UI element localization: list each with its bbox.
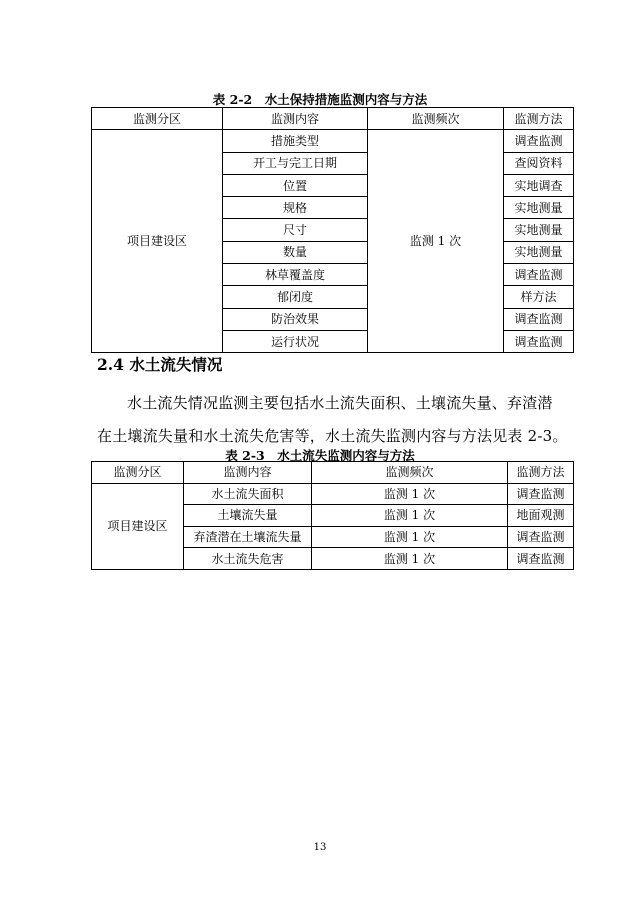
paragraph-line-1: 水土流失情况监测主要包括水土流失面积、土壤流失量、弃渣潜 — [127, 394, 553, 412]
content-cell: 开工与完工日期 — [223, 152, 368, 174]
frequency-cell: 监测 1 次 — [312, 548, 508, 570]
content-cell: 郁闭度 — [223, 286, 368, 308]
header-frequency: 监测频次 — [312, 462, 508, 484]
method-cell: 实地测量 — [504, 241, 574, 263]
frequency-cell: 监测 1 次 — [312, 505, 508, 527]
content-cell: 水土流失面积 — [184, 483, 312, 505]
frequency-cell: 监测 1 次 — [368, 130, 504, 353]
measures-monitoring-table — [91, 107, 574, 353]
method-cell: 调查监测 — [504, 330, 574, 352]
content-cell: 措施类型 — [223, 130, 368, 152]
zone-cell: 项目建设区 — [92, 483, 184, 569]
section-heading: 2.4 水土流失情况 — [97, 355, 223, 374]
method-cell: 调查监测 — [508, 548, 574, 570]
soil-erosion-monitoring-table — [91, 461, 574, 570]
method-cell: 调查监测 — [504, 308, 574, 330]
method-cell: 调查监测 — [504, 264, 574, 286]
table-row — [92, 483, 574, 505]
content-cell: 运行状况 — [223, 330, 368, 352]
content-cell: 尺寸 — [223, 219, 368, 241]
header-method: 监测方法 — [508, 462, 574, 484]
table-header-row — [92, 462, 574, 484]
content-cell: 防治效果 — [223, 308, 368, 330]
paragraph-line-2: 在土壤流失量和水土流失危害等，水土流失监测内容与方法见表 2-3。 — [97, 427, 568, 445]
page-number: 13 — [313, 842, 327, 853]
header-content: 监测内容 — [223, 108, 368, 130]
content-cell: 林草覆盖度 — [223, 264, 368, 286]
method-cell: 调查监测 — [508, 526, 574, 548]
content-cell: 规格 — [223, 197, 368, 219]
content-cell: 位置 — [223, 174, 368, 196]
header-content: 监测内容 — [184, 462, 312, 484]
frequency-cell: 监测 1 次 — [312, 526, 508, 548]
header-frequency: 监测频次 — [368, 108, 504, 130]
method-cell: 调查监测 — [504, 130, 574, 152]
table-header-row — [92, 108, 574, 130]
method-cell: 地面观测 — [508, 505, 574, 527]
method-cell: 调查监测 — [508, 483, 574, 505]
header-method: 监测方法 — [504, 108, 574, 130]
content-cell: 水土流失危害 — [184, 548, 312, 570]
header-zone: 监测分区 — [92, 462, 184, 484]
table-2-3-caption: 表 2-3 水土流失监测内容与方法 — [225, 448, 415, 463]
method-cell: 查阅资料 — [504, 152, 574, 174]
header-zone: 监测分区 — [92, 108, 223, 130]
frequency-cell: 监测 1 次 — [312, 483, 508, 505]
method-cell: 样方法 — [504, 286, 574, 308]
zone-cell: 项目建设区 — [92, 130, 223, 353]
table-row — [92, 130, 574, 152]
method-cell: 实地调查 — [504, 174, 574, 196]
method-cell: 实地测量 — [504, 197, 574, 219]
content-cell: 数量 — [223, 241, 368, 263]
table-2-2-caption: 表 2-2 水土保持措施监测内容与方法 — [212, 92, 428, 107]
content-cell: 弃渣潜在土壤流失量 — [184, 526, 312, 548]
content-cell: 土壤流失量 — [184, 505, 312, 527]
method-cell: 实地测量 — [504, 219, 574, 241]
